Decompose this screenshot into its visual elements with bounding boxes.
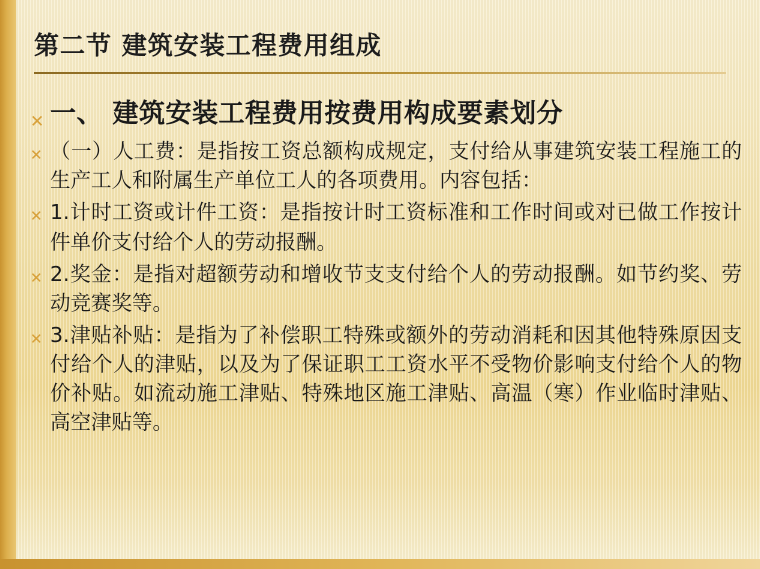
paragraph-text: 3.津贴补贴：是指为了补偿职工特殊或额外的劳动消耗和因其他特殊原因支付给个人的津贴，以及为了保证职工工资水平不受物价影响支付给个人的物价补贴。如流动施工津贴、特殊地区施工津贴、高温（寒）作业临时津贴、高空津贴等。 [50, 322, 742, 435]
slide-title-area [34, 26, 734, 74]
list-item [30, 198, 742, 256]
bullet-cross-icon: ✕ [30, 268, 43, 287]
bullet-cross-icon: ✕ [30, 146, 43, 165]
title-divider [34, 72, 726, 74]
page-title: 第二节 建筑安装工程费用组成 [34, 31, 382, 60]
bullet-cross-icon: ✕ [30, 112, 45, 132]
list-item [30, 260, 742, 318]
list-item-heading [30, 98, 742, 131]
paragraph-text: （一）人工费：是指按工资总额构成规定，支付给从事建筑安装工程施工的生产工人和附属生产单位工人的各项费用。内容包括： [50, 139, 742, 193]
list-item [30, 321, 742, 437]
slide-body [30, 98, 742, 440]
paragraph-text: 2.奖金：是指对超额劳动和增收节支支付给个人的劳动报酬。如节约奖、劳动竞赛奖等。 [50, 261, 742, 315]
bullet-cross-icon: ✕ [30, 329, 43, 348]
bullet-cross-icon: ✕ [30, 207, 43, 226]
section-heading: 一、 建筑安装工程费用按费用构成要素划分 [50, 99, 564, 129]
paragraph-text: 1.计时工资或计件工资：是指按计时工资标准和工作时间或对已做工作按计件单价支付给个人的劳动报酬。 [50, 200, 742, 254]
list-item [30, 137, 742, 195]
